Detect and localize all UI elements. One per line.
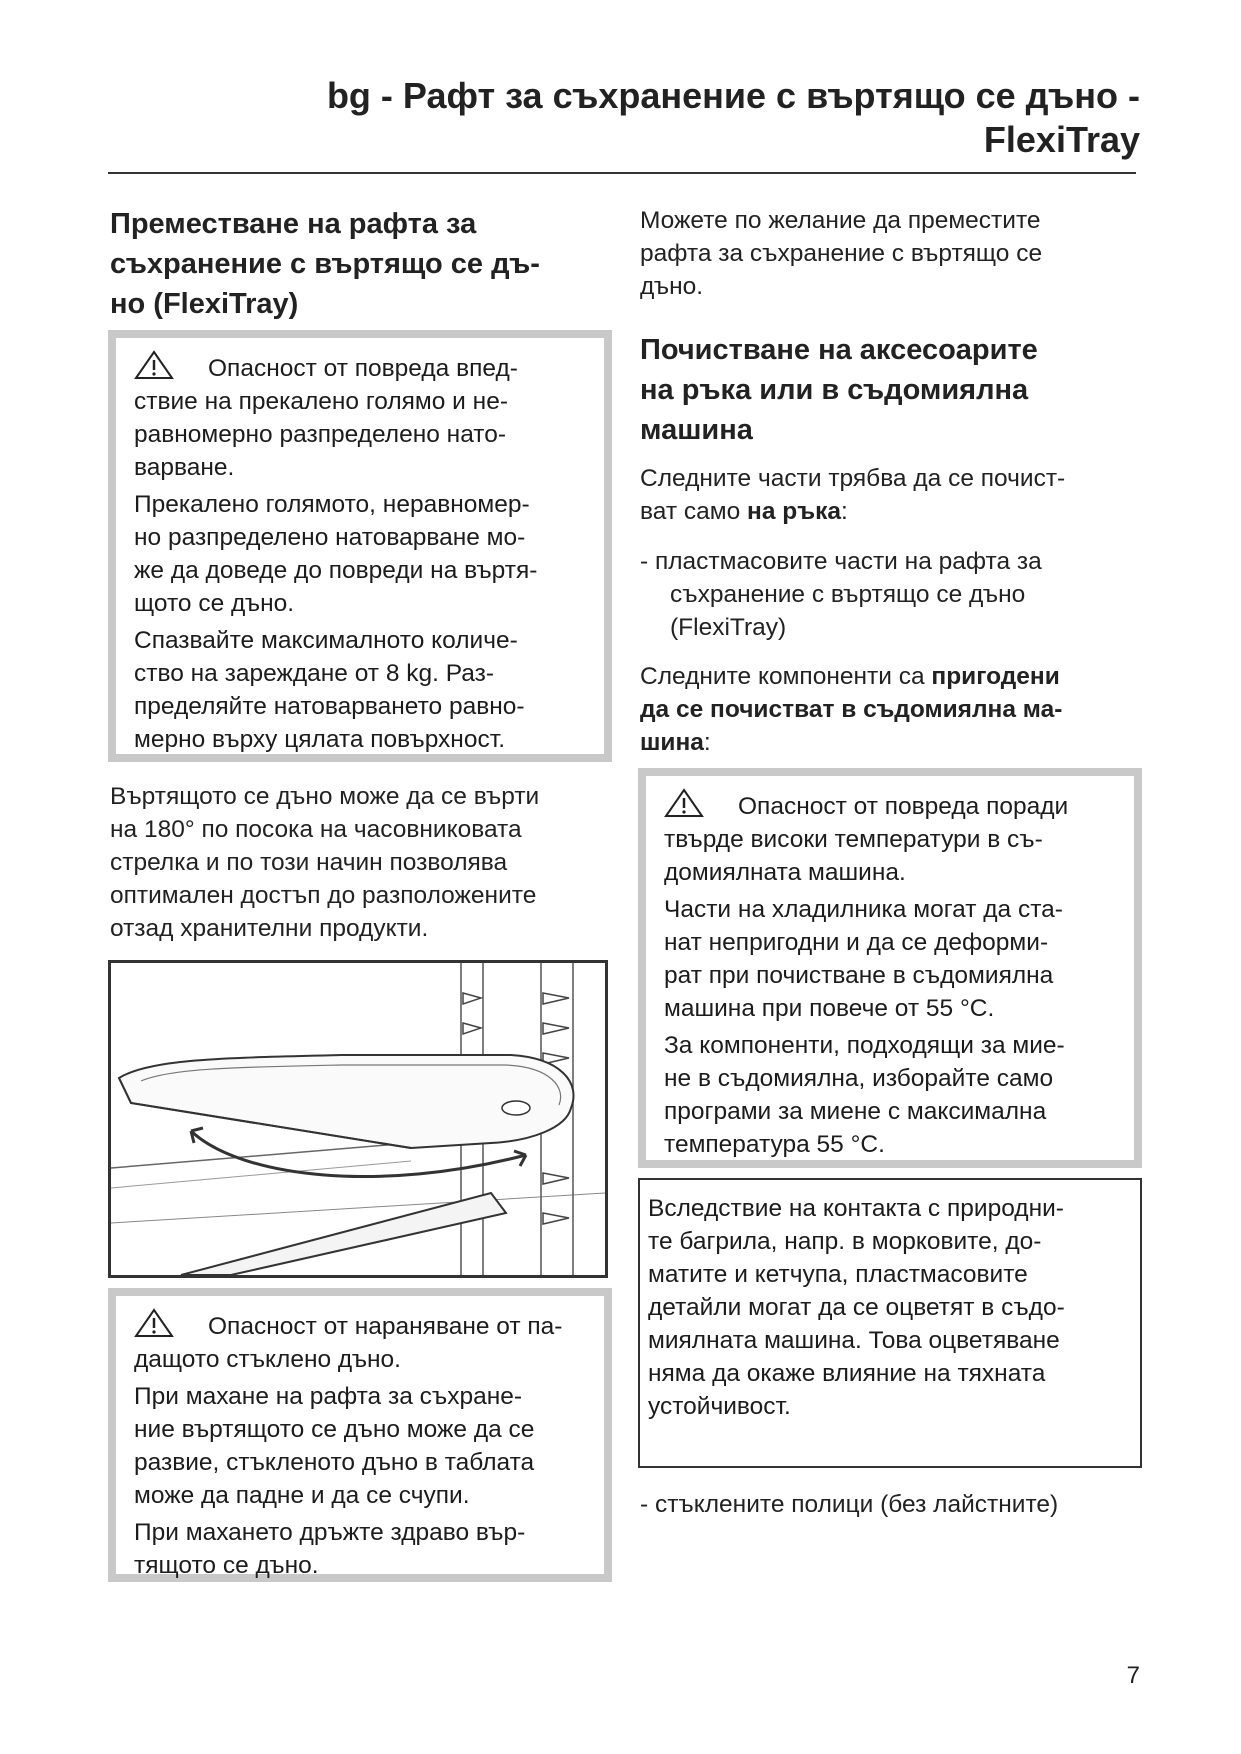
warning-text: Прекалено голямото, неравномер- [134,491,530,518]
paragraph-line [640,495,1140,528]
warning-text: пределяйте натоварването равно- [134,693,525,720]
hand-wash-intro [640,462,1140,528]
warning-text: щото се дъно. [134,590,295,617]
emphasis-text: шина [640,729,704,756]
heading-line: на ръка или в съдомиялна [640,374,1029,406]
note-text: те багрила, напр. в морковите, до- [648,1228,1042,1255]
warning-text: нат непригодни и да се деформи- [664,929,1049,956]
warning-text: рат при почистване в съдомиялна [664,962,1054,989]
warning-text: ствие на прекалено голямо и не- [134,388,508,415]
title-divider [108,172,1136,174]
heading-line: съхранение с въртящо се дъ- [110,248,540,280]
hand-wash-list [640,545,1140,644]
section-heading-cleaning [640,330,1140,450]
warning-text: Опасност от нараняване от па- [208,1313,563,1340]
heading-line: Почистване на аксесоарите [640,334,1038,366]
heading-line: машина [640,414,753,446]
dishwasher-list [640,1488,1140,1521]
warning-text: ство на зареждане от 8 kg. Раз- [134,660,495,687]
flexitray-illustration [108,960,608,1278]
warning-text: же да доведе до повреди на въртя- [134,557,538,584]
paragraph-line: дъно. [640,273,704,300]
text-span: : [703,729,711,756]
paragraph-line [640,660,1140,693]
page-title-line2: FlexiTray [983,119,1140,160]
warning-text: не в съдомиялна, изборайте само [664,1065,1054,1092]
warning-text: равномерно разпределено нато- [134,421,507,448]
warning-text: тящото се дъно. [134,1552,319,1579]
note-text: Вследствие на контакта с природни- [648,1195,1064,1222]
warning-text: но разпределено натоварване мо- [134,524,526,551]
warning-box-temperature [638,768,1142,1168]
heading-line: но (FlexiTray) [110,288,299,320]
paragraph-line: Следните части трябва да се почист- [640,465,1066,492]
paragraph-line: стрелка и по този начин позволява [110,849,508,876]
warning-text: мерно върху цялата повърхност. [134,726,506,753]
warning-first-line [134,350,590,385]
warning-text: Опасност от повреда поради [738,793,1069,820]
page-title [100,74,1140,162]
warning-text: За компоненти, подходящи за мие- [664,1032,1065,1059]
warning-text: машина при повече от 55 °C. [664,995,995,1022]
warning-text: Части на хладилника могат да ста- [664,896,1063,923]
warning-text: При махането дръжте здраво вър- [134,1519,526,1546]
warning-text: домиялната машина. [664,859,906,886]
warning-first-line [664,788,1120,823]
section-heading-move [110,204,620,324]
dishwasher-intro [640,660,1140,759]
warning-text: може да падне и да се счупи. [134,1482,470,1509]
warning-triangle-icon [664,788,704,818]
list-item: - пластмасовите части на рафта за [640,548,1042,575]
warning-text: програми за миене с максимална [664,1098,1047,1125]
warning-text: ние въртящото се дъно може да се [134,1416,535,1443]
warning-triangle-icon [134,1308,174,1338]
warning-triangle-icon [134,350,174,380]
paragraph-line: Можете по желание да преместите [640,207,1041,234]
warning-text: При махане на рафта за съхране- [134,1383,523,1410]
list-item-continuation: съхранение с въртящо се дъно [670,581,1026,608]
list-item-continuation: (FlexiTray) [670,614,787,641]
paragraph-line: отзад хранителни продукти. [110,915,429,942]
note-box-discoloration [638,1178,1142,1468]
warning-text: дащото стъклено дъно. [134,1346,401,1373]
text-span: : [840,498,848,525]
paragraph-line: оптимален достъп до разположените [110,882,537,909]
text-span: ват само [640,498,748,525]
paragraph-line [640,693,1140,726]
text-span: Следните компоненти са [640,663,932,690]
paragraph-line: рафта за съхранение с въртящо се [640,240,1043,267]
warning-text: Опасност от повреда впед- [208,355,518,382]
paragraph-line: Въртящото се дъно може да се върти [110,783,540,810]
emphasis-text: пригодени [931,663,1060,690]
warning-box-glass [108,1288,612,1582]
note-text: миялната машина. Това оцветяване [648,1327,1060,1354]
flexitray-drawing [111,963,605,1275]
warning-box-overload [108,330,612,762]
warning-text: температура 55 °C. [664,1131,885,1158]
note-text: матите и кетчупа, пластмасовите [648,1261,1028,1288]
note-text: устойчивост. [648,1393,791,1420]
heading-line: Преместване на рафта за [110,208,477,240]
emphasis-text: на ръка [747,498,841,525]
warning-first-line [134,1308,590,1343]
emphasis-text: да се почистват в съдомиялна ма- [640,696,1063,723]
list-item: - стъклените полици (без лайстните) [640,1491,1059,1518]
warning-text: варване. [134,454,235,481]
rotation-paragraph [110,780,620,945]
paragraph-line: на 180° по посока на часовниковата [110,816,522,843]
note-text: няма да окаже влияние на тяхната [648,1360,1046,1387]
warning-text: твърде високи температури в съ- [664,826,1043,853]
warning-text: развие, стъкленото дъно в таблата [134,1449,535,1476]
paragraph-line [640,726,1140,759]
page-number: 7 [1126,1662,1140,1689]
note-text: детайли могат да се оцветят в съдо- [648,1294,1065,1321]
page-title-line1: bg - Рафт за съхранение с въртящо се дъно - [326,75,1140,116]
warning-text: Спазвайте максималното количе- [134,627,518,654]
move-intro-paragraph [640,204,1140,303]
